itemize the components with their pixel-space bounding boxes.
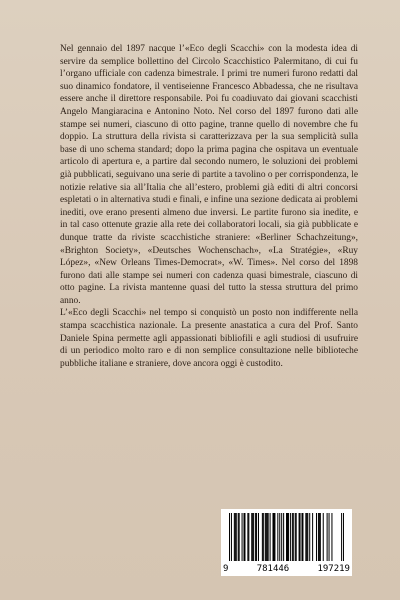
barcode-bar <box>236 513 237 561</box>
barcode-bar <box>279 513 280 561</box>
barcode-bar <box>238 513 239 561</box>
barcode-bar <box>277 513 278 561</box>
barcode-bar <box>301 513 302 561</box>
barcode-bar <box>295 513 296 561</box>
isbn-digit-lead: 9 <box>223 564 229 574</box>
barcode-bar <box>273 513 274 561</box>
barcode-bar <box>256 513 257 561</box>
barcode-bar <box>281 513 282 561</box>
isbn-number <box>223 564 350 574</box>
barcode-bar <box>300 513 301 561</box>
barcode-bar <box>341 513 342 561</box>
barcode-bar <box>263 513 264 561</box>
barcode-bar <box>296 513 297 561</box>
barcode-bar <box>283 513 284 561</box>
barcode-bar <box>307 513 308 561</box>
blurb-paragraph-1: Nel gennaio del 1897 nacque l’«Eco degli Scacchi» con la modesta idea di servire da semplice bollettino del Circolo Scacchistico Palermitano, di cui fu l’organo ufficiale con cadenza bimestrale. I primi tre numeri furono redatti dal suo dinamico fondatore, il ventiseienne Francesco Abbadessa, che ne risultava essere anche il direttore responsabile. Poi fu coadiuvato dai giovani scacchisti Angelo Mangiaracina e Antonino Noto. Nel corso del 1897 furono dati alle stampe sei numeri, ciascuno di otto pagine, tranne quello di novembre che fu doppio. La struttura della rivista si caratterizzava per la sua semplicità sulla base di uno schema standard; dopo la prima pagina che ospitava un eventuale articolo di apertura e, a partire dal secondo numero, le soluzioni dei problemi già pubblicati, seguivano una serie di partite a tavolino o per corrispondenza, le notizie relative sia all’Italia che all’estero, problemi già editi di altri concorsi espletati o in alternativa studi e finali, e infine una sezione dedicata ai problemi inediti, ove erano presenti almeno due inversi. Le partite furono sia inedite, e in tal caso ottenute grazie alla rete dei collaboratori locali, sia già pubblicate e dunque tratte da riviste scacchistiche straniere: «Berliner Schachzeitung», «Brighton Society», «Deutsches Wochenschach», «La Stratégie», «Ruy López», «New Orleans Times-Democrat», «W. Times». Nel corso del 1898 furono dati alle stampe sei numeri con cadenza quasi bimestrale, ciascuno di otto pagine. La rivista mantenne quasi del tutto la stessa struttura del primo anno. <box>60 44 358 306</box>
barcode-bar <box>290 513 291 561</box>
barcode-bar <box>252 513 253 561</box>
isbn-digits-right: 197219 <box>317 564 350 574</box>
barcode-bar <box>329 513 330 561</box>
barcode-bar <box>287 513 288 561</box>
barcode-bar <box>293 513 294 561</box>
barcode-bar <box>258 513 259 561</box>
barcode-bar <box>251 513 252 561</box>
barcode-bar <box>268 513 269 561</box>
barcode-bar <box>253 513 254 561</box>
barcode-bar <box>248 513 249 561</box>
barcode-bar <box>292 513 293 561</box>
barcode-bar <box>323 513 324 561</box>
barcode-bar <box>320 513 321 561</box>
barcode-bar <box>302 513 303 561</box>
barcode-bar <box>234 513 235 561</box>
barcode-bar <box>312 513 313 561</box>
barcode-bar <box>274 513 275 561</box>
barcode-bar <box>267 513 268 561</box>
barcode-bar <box>306 513 307 561</box>
blurb-text <box>60 43 358 370</box>
barcode-bar <box>331 513 332 561</box>
barcode-bar <box>239 513 240 561</box>
barcode-bar <box>309 513 310 561</box>
barcode-bar <box>319 513 320 561</box>
barcode-bar <box>327 513 328 561</box>
isbn-barcode <box>221 509 352 576</box>
barcode-bar <box>265 513 266 561</box>
barcode-bar <box>288 513 289 561</box>
barcode-bars <box>229 513 344 563</box>
blurb-paragraph-2: L’«Eco degli Scacchi» nel tempo si conquistò un posto non indifferente nella stampa scacchistica nazionale. La presente anastatica a cura del Prof. Santo Daniele Spina permette agli appassionati bibliofili e agli studiosi di usufruire di un periodico molto raro e di non semplice consultazione nelle biblioteche pubbliche italiane e straniere, dove ancora oggi è custodito. <box>60 308 358 369</box>
barcode-bar <box>270 513 271 561</box>
barcode-bar <box>286 513 287 561</box>
barcode-bar <box>243 513 244 561</box>
barcode-bar <box>272 513 273 561</box>
barcode-bar <box>244 513 245 561</box>
barcode-bar <box>242 513 243 561</box>
barcode-bar <box>255 513 256 561</box>
isbn-digits-left: 781446 <box>256 564 290 574</box>
barcode-bar <box>299 513 300 561</box>
barcode-bar <box>247 513 248 561</box>
barcode-bar <box>318 513 319 561</box>
barcode-bar <box>229 513 230 561</box>
barcode-bar <box>316 513 317 561</box>
barcode-bar <box>343 513 344 561</box>
barcode-bar <box>235 513 236 561</box>
barcode-bar <box>266 513 267 561</box>
barcode-bar <box>305 513 306 561</box>
barcode-bar <box>231 513 232 561</box>
barcode-bar <box>262 513 263 561</box>
